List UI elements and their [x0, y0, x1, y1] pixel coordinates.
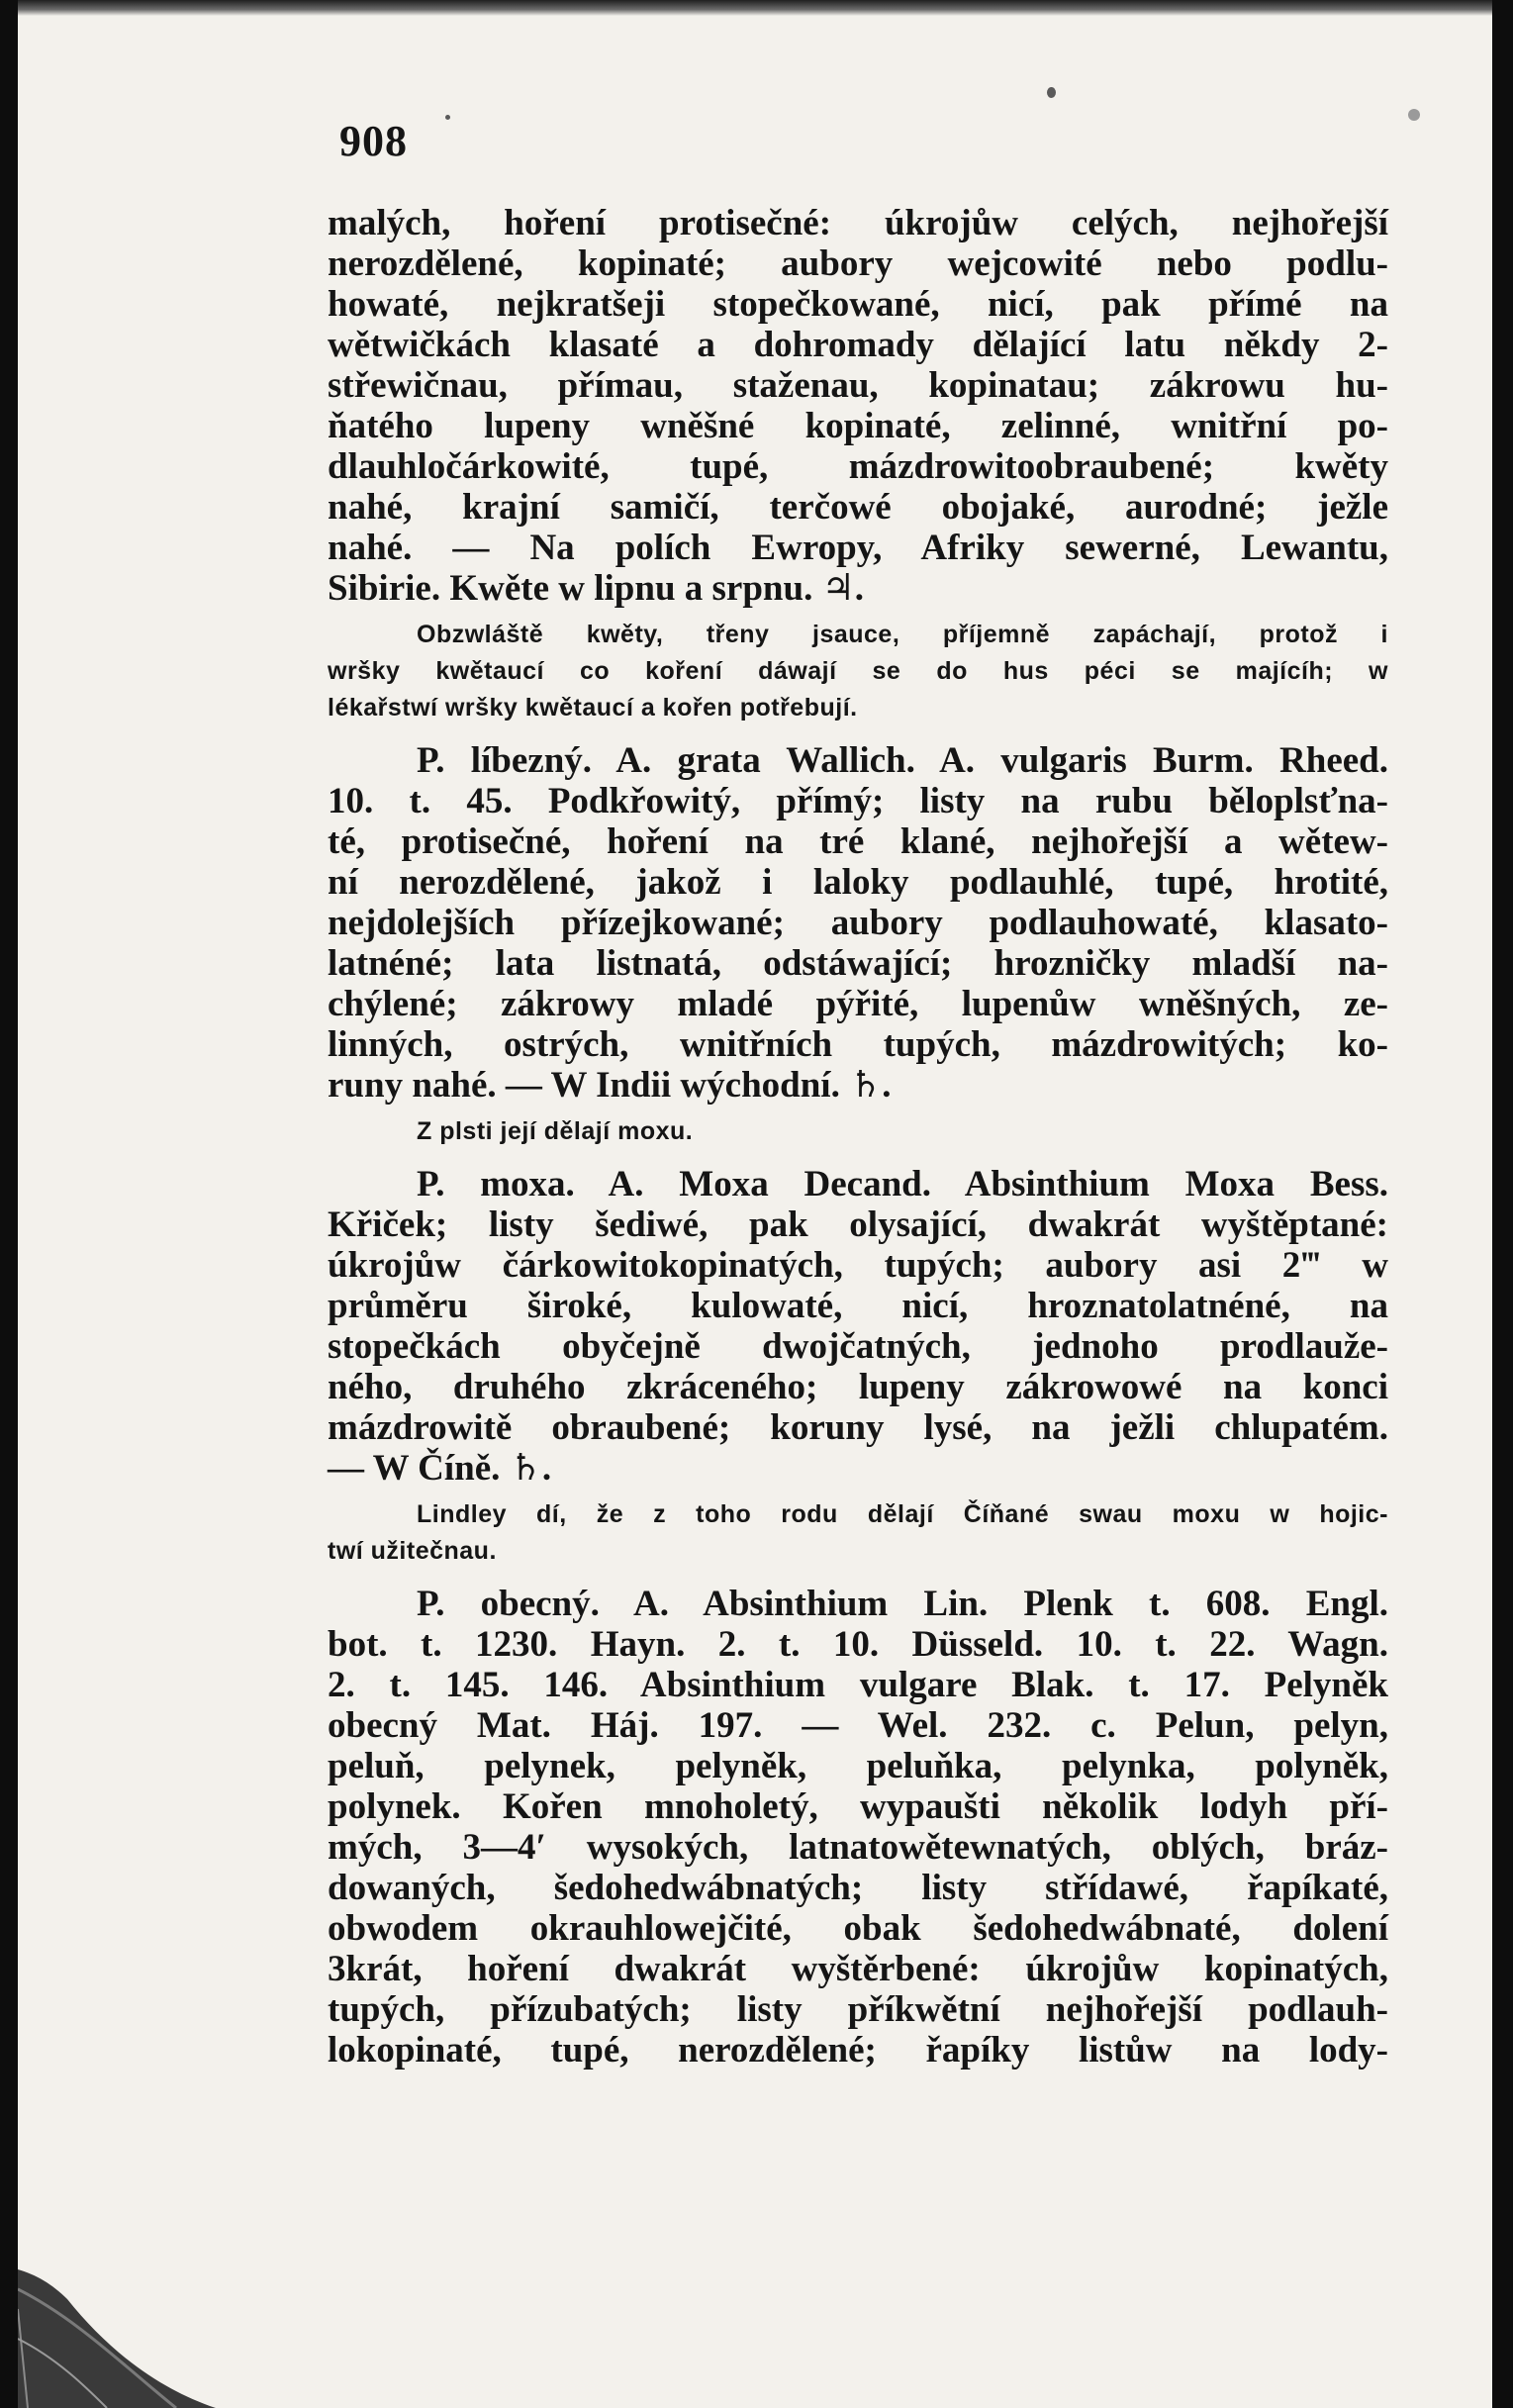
text-line: 3krát, hoření dwakrát wyštěrbené: úkrojůw kopinatých, [328, 1949, 1388, 1989]
text-line: lokopinaté, tupé, nerozdělené; řapíky listůw na lody- [328, 2030, 1388, 2071]
text-line: obecný Mat. Háj. 197. — Wel. 232. c. Pelun, pelyn, [328, 1705, 1388, 1746]
text-line: nerozdělené, kopinaté; aubory wejcowité nebo podlu- [328, 243, 1388, 284]
speck-mark [1408, 109, 1420, 121]
text-line: P. obecný. A. Absinthium Lin. Plenk t. 608. Engl. [417, 1584, 1388, 1624]
paragraph [328, 740, 1388, 1106]
text-line: 10. t. 45. Podkřowitý, přímý; listy na rubu běloplsťna- [328, 781, 1388, 821]
text-line: ného, druhého zkráceného; lupeny zákrowowé na konci [328, 1367, 1388, 1407]
footnote [328, 1113, 1388, 1150]
paragraph [328, 203, 1388, 609]
text-line: průměru široké, kulowaté, nicí, hroznatolatnéné, na [328, 1286, 1388, 1326]
speck-mark [1047, 87, 1056, 98]
text-line: polynek. Kořen mnoholetý, wypaušti několik lodyh pří- [328, 1786, 1388, 1827]
note-line: Z plsti její dělají moxu. [417, 1117, 694, 1145]
text-line: runy nahé. — W Indii wýchodní. ♄. [328, 1065, 892, 1106]
footnote [328, 1496, 1388, 1570]
text-line: dowaných, šedohedwábnatých; listy střídawé, řapíkaté, [328, 1868, 1388, 1908]
text-line: tupých, přízubatých; listy příkwětní nejhořejší podlauh- [328, 1989, 1388, 2030]
text-line: úkrojůw čárkowitokopinatých, tupých; aubory asi 2‴ w [328, 1245, 1388, 1286]
paragraph [328, 1584, 1388, 2071]
paragraph [328, 1164, 1388, 1489]
text-line: nahé, krajní samičí, terčowé obojaké, aurodné; ježle [328, 487, 1388, 528]
text-line: nahé. — Na polích Ewropy, Afriky sewerné, Lewantu, [328, 528, 1388, 568]
text-line: P. líbezný. A. grata Wallich. A. vulgaris Burm. Rheed. [417, 740, 1388, 781]
text-line: peluň, pelynek, pelyněk, peluňka, pelynka, polyněk, [328, 1746, 1388, 1786]
text-line: P. moxa. A. Moxa Decand. Absinthium Moxa Bess. [417, 1164, 1388, 1204]
text-line: bot. t. 1230. Hayn. 2. t. 10. Düsseld. 10. t. 22. Wagn. [328, 1624, 1388, 1665]
text-line: chýlené; zákrowy mladé pýřité, lupenůw wněšných, ze- [328, 984, 1388, 1024]
text-line: ňatého lupeny wněšné kopinaté, zelinné, wnitřní po- [328, 406, 1388, 446]
text-line: howaté, nejkratšeji stopečkowané, nicí, pak přímé na [328, 284, 1388, 325]
note-line: Lindley dí, že z toho rodu dělají Číňané swau moxu w hojic- [417, 1500, 1388, 1528]
book-page [18, 0, 1492, 2408]
page-text [328, 203, 1388, 2071]
binding-corner [18, 2230, 216, 2408]
text-line: malých, hoření protisečné: úkrojůw celých, nejhořejší [328, 203, 1388, 243]
text-line: stopečkách obyčejně dwojčatných, jednoho prodlauže- [328, 1326, 1388, 1367]
text-line: Sibirie. Kwěte w lipnu a srpnu. ♃. [328, 568, 864, 609]
text-line: mázdrowitě obraubené; koruny lysé, na ježli chlupatém. [328, 1407, 1388, 1448]
text-line: latnéné; lata listnatá, odstáwající; hrozničky mladší na- [328, 943, 1388, 984]
footnote [328, 617, 1388, 726]
page-number: 908 [339, 117, 408, 165]
text-line: dlauhločárkowité, tupé, mázdrowitoobraubené; kwěty [328, 446, 1388, 487]
text-line: wětwičkách klasaté a dohromady dělající latu někdy 2- [328, 325, 1388, 365]
text-line: střewičnau, přímau, staženau, kopinatau; zákrowu hu- [328, 365, 1388, 406]
text-line: — W Číně. ♄. [328, 1448, 552, 1489]
text-line: mých, 3—4′ wysokých, latnatowětewnatých, oblých, bráz- [328, 1827, 1388, 1868]
note-line: wršky kwětaucí co koření dáwají se do hus péci se majícíh; w [328, 657, 1388, 685]
note-line: Obzwláště kwěty, třeny jsauce, příjemně zapáchají, protož i [417, 621, 1388, 648]
text-line: té, protisečné, hoření na tré klané, nejhořejší a wětew- [328, 821, 1388, 862]
text-line: Křiček; listy šediwé, pak olysající, dwakrát wyštěptané: [328, 1204, 1388, 1245]
text-line: linných, ostrých, wnitřních tupých, mázdrowitých; ko- [328, 1024, 1388, 1065]
note-line: twí užitečnau. [328, 1537, 497, 1565]
text-line: nejdolejších přízejkowané; aubory podlauhowaté, klasato- [328, 903, 1388, 943]
scan-edge [18, 0, 1492, 16]
text-line: obwodem okrauhlowejčité, obak šedohedwábnaté, dolení [328, 1908, 1388, 1949]
speck-mark [445, 115, 450, 120]
note-line: lékařstwí wršky kwětaucí a kořen potřebují. [328, 694, 858, 722]
text-line: ní nerozdělené, jakož i laloky podlauhlé, tupé, hrotité, [328, 862, 1388, 903]
text-line: 2. t. 145. 146. Absinthium vulgare Blak. t. 17. Pelyněk [328, 1665, 1388, 1705]
